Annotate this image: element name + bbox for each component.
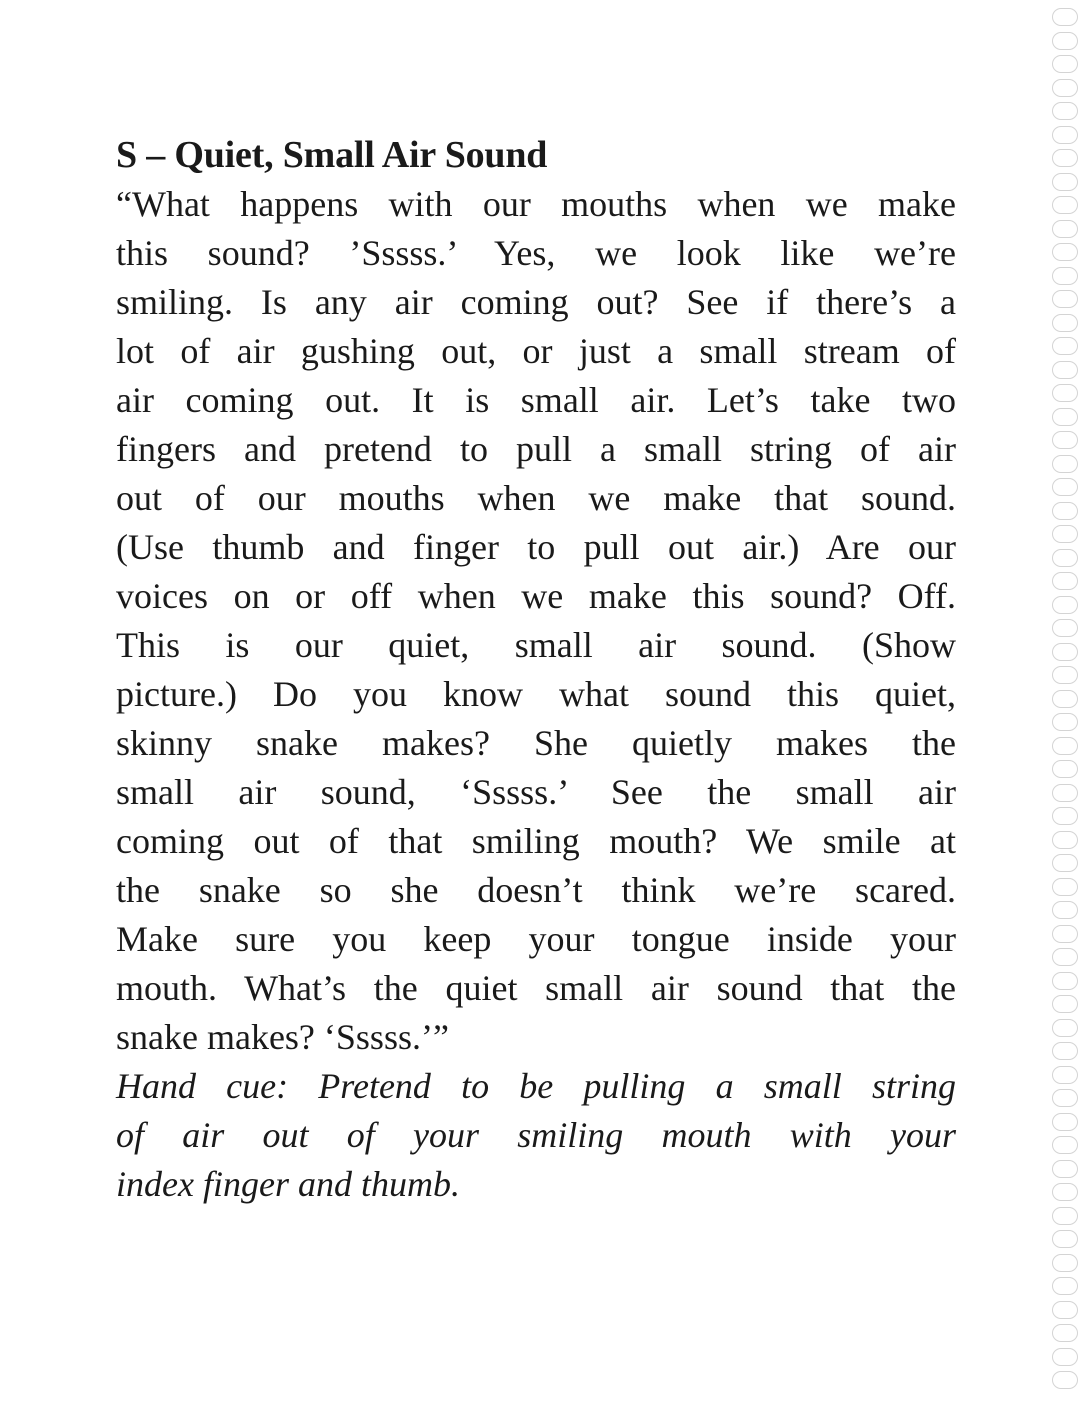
script-line: voices on or off when we make this sound? Off. — [116, 576, 956, 616]
binder-hole — [1052, 337, 1078, 355]
binder-hole — [1052, 196, 1078, 214]
binder-hole — [1052, 502, 1078, 520]
script-line: This is our quiet, small air sound. (Show — [116, 625, 956, 665]
binder-hole — [1052, 173, 1078, 191]
script-line: skinny snake makes? She quietly makes the — [116, 723, 956, 763]
binder-hole — [1052, 1254, 1078, 1272]
script-paragraph — [116, 180, 956, 1062]
binder-hole — [1052, 290, 1078, 308]
binder-hole — [1052, 126, 1078, 144]
binder-hole — [1052, 1301, 1078, 1319]
binder-holes — [1038, 0, 1088, 1408]
binder-hole — [1052, 431, 1078, 449]
binder-hole — [1052, 1019, 1078, 1037]
binder-hole — [1052, 854, 1078, 872]
script-line: air coming out. It is small air. Let’s take two — [116, 380, 956, 420]
binder-hole — [1052, 784, 1078, 802]
binder-hole — [1052, 267, 1078, 285]
binder-hole — [1052, 525, 1078, 543]
script-line: Make sure you keep your tongue inside your — [116, 919, 956, 959]
binder-hole — [1052, 1066, 1078, 1084]
script-line: small air sound, ‘Sssss.’ See the small air — [116, 772, 956, 812]
binder-hole — [1052, 220, 1078, 238]
hand-cue-line: of air out of your smiling mouth with your — [116, 1115, 956, 1155]
binder-hole — [1052, 243, 1078, 261]
binder-hole — [1052, 1324, 1078, 1342]
script-line: lot of air gushing out, or just a small stream of — [116, 331, 956, 371]
script-line: (Use thumb and finger to pull out air.) Are our — [116, 527, 956, 567]
binder-hole — [1052, 807, 1078, 825]
binder-hole — [1052, 1136, 1078, 1154]
script-line: “What happens with our mouths when we make — [116, 184, 956, 224]
binder-hole — [1052, 1348, 1078, 1366]
binder-hole — [1052, 1371, 1078, 1389]
binder-hole — [1052, 361, 1078, 379]
binder-hole — [1052, 1089, 1078, 1107]
binder-hole — [1052, 314, 1078, 332]
binder-hole — [1052, 760, 1078, 778]
binder-hole — [1052, 666, 1078, 684]
script-line: picture.) Do you know what sound this quiet, — [116, 674, 956, 714]
script-line: fingers and pretend to pull a small string of air — [116, 429, 956, 469]
binder-hole — [1052, 408, 1078, 426]
binder-hole — [1052, 1113, 1078, 1131]
binder-hole — [1052, 619, 1078, 637]
binder-hole — [1052, 1042, 1078, 1060]
binder-hole — [1052, 995, 1078, 1013]
binder-hole — [1052, 1277, 1078, 1295]
binder-hole — [1052, 713, 1078, 731]
binder-hole — [1052, 831, 1078, 849]
binder-hole — [1052, 55, 1078, 73]
binder-hole — [1052, 690, 1078, 708]
binder-hole — [1052, 478, 1078, 496]
binder-hole — [1052, 737, 1078, 755]
section-title: S – Quiet, Small Air Sound — [116, 134, 548, 176]
script-line: out of our mouths when we make that sound. — [116, 478, 956, 518]
binder-hole — [1052, 972, 1078, 990]
binder-hole — [1052, 1230, 1078, 1248]
binder-hole — [1052, 8, 1078, 26]
binder-hole — [1052, 149, 1078, 167]
binder-hole — [1052, 384, 1078, 402]
hand-cue-paragraph — [116, 1062, 956, 1209]
hand-cue-line: Hand cue: Pretend to be pulling a small string — [116, 1066, 956, 1106]
binder-hole — [1052, 1207, 1078, 1225]
script-line: mouth. What’s the quiet small air sound that the — [116, 968, 956, 1008]
binder-hole — [1052, 549, 1078, 567]
binder-hole — [1052, 1160, 1078, 1178]
script-line: coming out of that smiling mouth? We smile at — [116, 821, 956, 861]
script-line: the snake so she doesn’t think we’re scared. — [116, 870, 956, 910]
binder-hole — [1052, 32, 1078, 50]
script-line: this sound? ’Sssss.’ Yes, we look like we’re — [116, 233, 956, 273]
script-line: snake makes? ‘Sssss.’” — [116, 1017, 449, 1057]
binder-hole — [1052, 1183, 1078, 1201]
script-line: smiling. Is any air coming out? See if there’s a — [116, 282, 956, 322]
binder-hole — [1052, 901, 1078, 919]
binder-hole — [1052, 455, 1078, 473]
binder-hole — [1052, 948, 1078, 966]
binder-hole — [1052, 572, 1078, 590]
hand-cue-line: index finger and thumb. — [116, 1164, 460, 1204]
binder-hole — [1052, 878, 1078, 896]
binder-hole — [1052, 643, 1078, 661]
binder-hole — [1052, 102, 1078, 120]
binder-hole — [1052, 79, 1078, 97]
binder-hole — [1052, 596, 1078, 614]
content-block — [116, 132, 956, 1209]
binder-hole — [1052, 925, 1078, 943]
